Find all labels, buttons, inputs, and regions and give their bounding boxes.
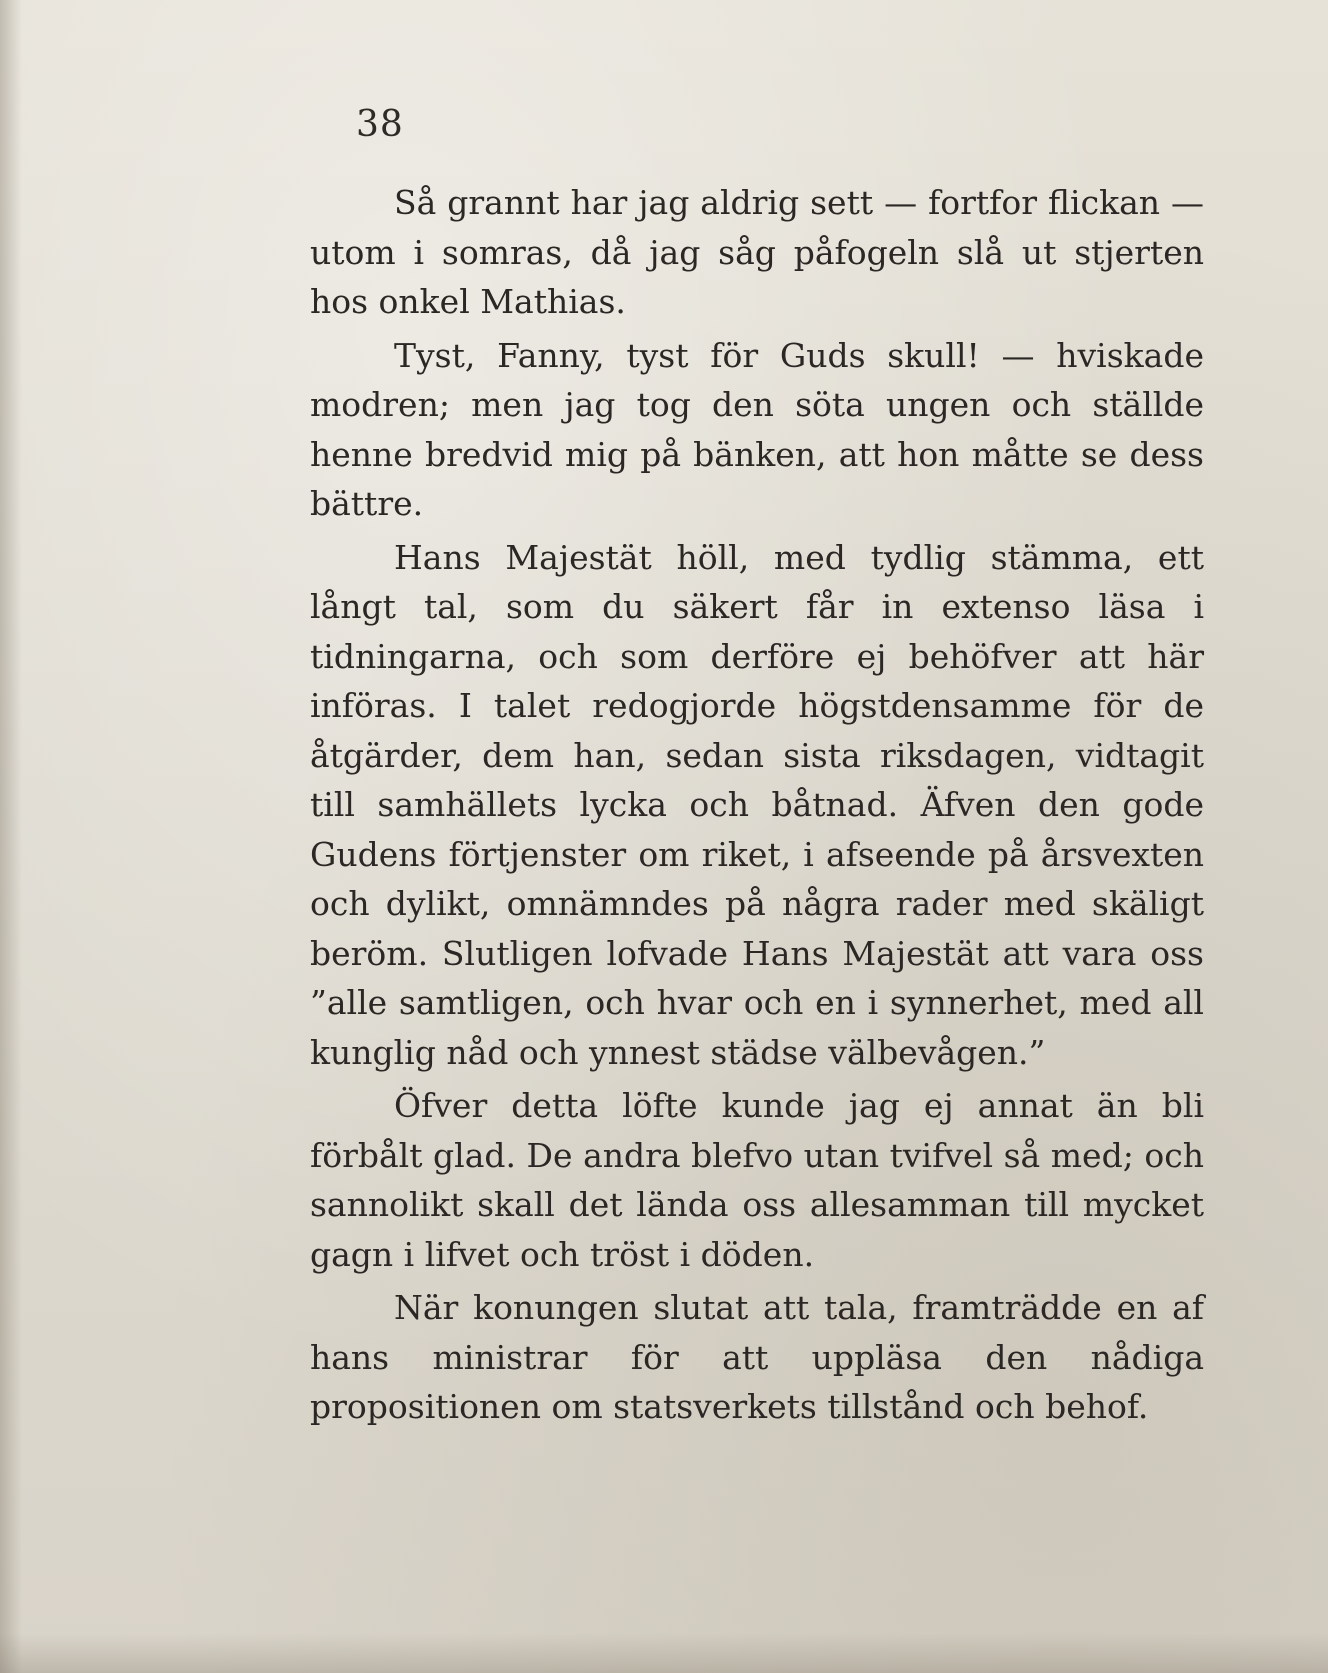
page-edge-shadow-bottom	[0, 1633, 1328, 1673]
paragraph-4: Öfver detta löfte kunde jag ej annat än bli förbålt glad. De andra blefvo utan tvifvel så med; och sannolikt skall det lända oss allesamman till mycket gagn i lifvet och tröst i döden.	[310, 1086, 1204, 1274]
paragraph-5: När konungen slutat att tala, framträdde en af hans ministrar för att uppläsa den nådiga propositionen om statsverkets tillstånd och behof.	[310, 1288, 1204, 1426]
paragraph-3: Hans Majestät höll, med tydlig stämma, ett långt tal, som du säkert får in extenso läsa i tidningarna, och som derföre ej behöfver att här införas. I talet redogjorde högstdensamme för de åtgärder, dem han, sedan sista riksdagen, vidtagit till samhällets lycka och båtnad. Äfven den gode Gudens förtjenster om riket, i afseende på årsvexten och dylikt, omnämndes på några rader med skäligt beröm. Slutligen lofvade Hans Majestät att vara oss ”alle samtligen, och hvar och en i synnerhet, med all kunglig nåd och ynnest städse välbevågen.”	[310, 537, 1204, 1072]
page-number: 38	[356, 104, 404, 145]
page-edge-shadow-left	[0, 0, 22, 1673]
paragraph-1: Så grannt har jag aldrig sett — fortfor flickan — utom i somras, då jag såg påfogeln slå ut stjerten hos onkel Mathias.	[310, 183, 1204, 321]
body-text	[310, 178, 1204, 1432]
paragraph-2: Tyst, Fanny, tyst för Guds skull! — hviskade modren; men jag tog den söta ungen och ställde henne bredvid mig på bänken, att hon måtte se dess bättre.	[310, 335, 1204, 523]
